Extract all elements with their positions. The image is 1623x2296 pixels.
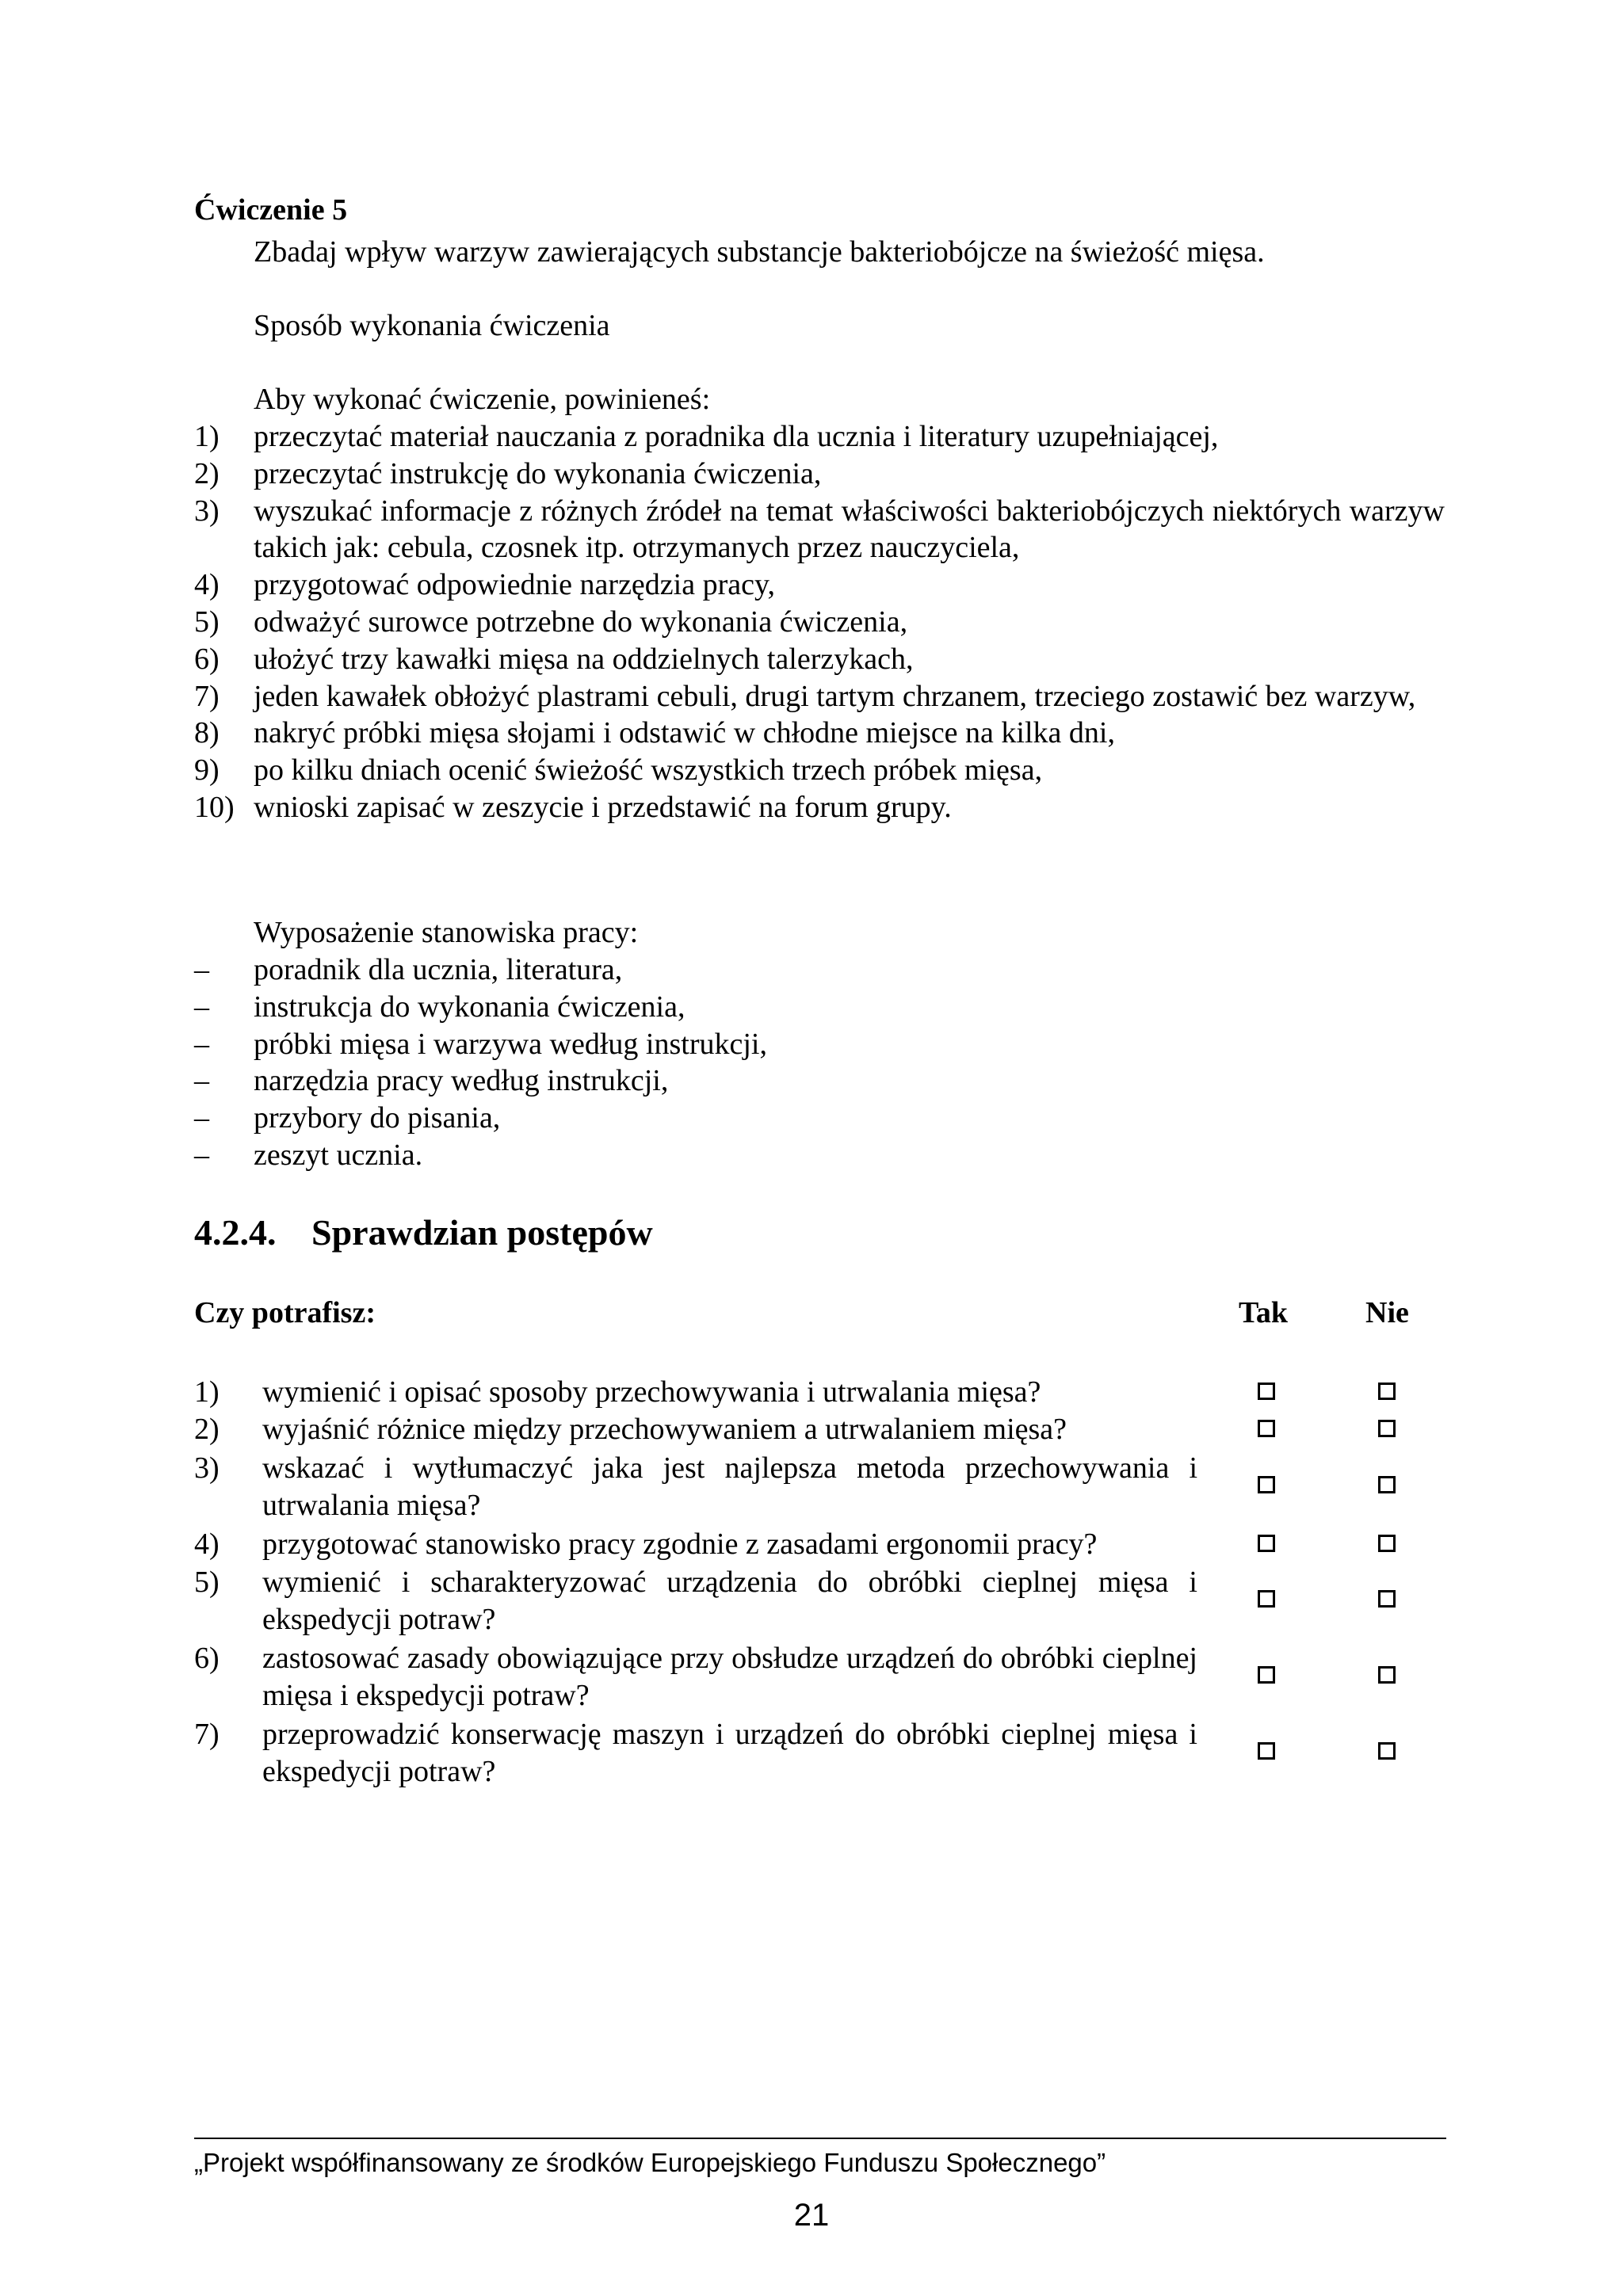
checklist [194, 1374, 1446, 1792]
footer-text: „Projekt współfinansowany ze środków Europejskiego Funduszu Społecznego” [194, 2148, 1106, 2177]
no-checkbox[interactable] [1378, 1742, 1396, 1760]
step-text: ułożyć trzy kawałki mięsa na oddzielnych talerzykach, [254, 642, 914, 676]
question-number: 4) [194, 1527, 220, 1561]
list-item [194, 1062, 1445, 1100]
method-heading: Sposób wykonania ćwiczenia [254, 309, 610, 342]
exercise-title: Ćwiczenie 5 [194, 193, 348, 227]
checklist-row [194, 1526, 1446, 1564]
list-item [194, 715, 1445, 752]
dash-bullet: – [194, 1027, 209, 1061]
list-item [194, 604, 1445, 641]
question-text: wymienić i scharakteryzować urządzenia do obróbki cieplnej mięsa i ekspedycji potraw? [262, 1566, 1197, 1636]
step-number: 8) [194, 716, 220, 750]
step-text: przeczytać materiał nauczania z poradnika dla ucznia i literatury uzupełniającej, [254, 420, 1219, 453]
step-number: 7) [194, 679, 220, 713]
yes-checkbox[interactable] [1258, 1666, 1275, 1684]
no-checkbox[interactable] [1378, 1590, 1396, 1608]
step-text: przeczytać instrukcję do wykonania ćwiczenia, [254, 456, 822, 490]
page-number: 21 [793, 2198, 830, 2233]
step-number: 5) [194, 605, 220, 639]
equipment-intro: Wyposażenie stanowiska pracy: [254, 916, 639, 949]
list-item [194, 989, 1445, 1026]
no-column-label: Nie [1365, 1296, 1409, 1329]
yes-checkbox[interactable] [1258, 1420, 1275, 1437]
step-text: wnioski zapisać w zeszycie i przedstawić na forum grupy. [254, 790, 952, 824]
equipment-list [194, 952, 1445, 1174]
checklist-row [194, 1640, 1446, 1716]
question-number: 5) [194, 1566, 220, 1599]
section-heading [194, 1211, 653, 1255]
dash-bullet: – [194, 953, 209, 986]
step-number: 2) [194, 456, 220, 490]
list-item [194, 952, 1445, 989]
checklist-row [194, 1411, 1446, 1450]
yes-checkbox[interactable] [1258, 1590, 1275, 1608]
question-text: wyjaśnić różnice między przechowywaniem a utrwalaniem mięsa? [262, 1413, 1067, 1446]
equipment-text: zeszyt ucznia. [254, 1138, 423, 1172]
yes-column-label: Tak [1239, 1296, 1288, 1329]
step-number: 4) [194, 568, 220, 602]
question-number: 2) [194, 1413, 220, 1446]
step-text: wyszukać informacje z różnych źródeł na temat właściwości bakteriobójczych niektórych warzyw takich jak: cebula, czosnek itp. otrzymanych przez nauczyciela, [254, 494, 1445, 565]
step-number: 9) [194, 753, 220, 788]
list-item [194, 456, 1445, 493]
no-checkbox[interactable] [1378, 1535, 1396, 1552]
yes-checkbox[interactable] [1258, 1383, 1275, 1400]
question-number: 3) [194, 1451, 220, 1485]
equipment-text: poradnik dla ucznia, literatura, [254, 953, 623, 986]
step-text: nakryć próbki mięsa słojami i odstawić w chłodne miejsce na kilka dni, [254, 716, 1115, 750]
dash-bullet: – [194, 1101, 209, 1135]
list-item [194, 566, 1445, 604]
no-checkbox[interactable] [1378, 1476, 1396, 1493]
question-text: przeprowadzić konserwację maszyn i urządzeń do obróbki cieplnej mięsa i ekspedycji potraw? [262, 1718, 1197, 1788]
equipment-text: przybory do pisania, [254, 1101, 501, 1135]
checklist-row [194, 1564, 1446, 1640]
list-item [194, 752, 1445, 789]
list-item [194, 1026, 1445, 1063]
dash-bullet: – [194, 990, 209, 1024]
steps-intro: Aby wykonać ćwiczenie, powinieneś: [254, 383, 711, 416]
list-item [194, 493, 1445, 567]
question-number: 6) [194, 1642, 220, 1675]
step-number: 1) [194, 420, 220, 453]
no-checkbox[interactable] [1378, 1383, 1396, 1400]
dash-bullet: – [194, 1064, 209, 1098]
step-text: odważyć surowce potrzebne do wykonania ćwiczenia, [254, 605, 908, 639]
question-number: 1) [194, 1375, 220, 1409]
question-text: wskazać i wytłumaczyć jaka jest najlepsza metoda przechowywania i utrwalania mięsa? [262, 1451, 1197, 1522]
yes-checkbox[interactable] [1258, 1476, 1275, 1493]
dash-bullet: – [194, 1138, 209, 1172]
list-item [194, 418, 1445, 456]
step-text: przygotować odpowiednie narzędzia pracy, [254, 568, 776, 602]
steps-list [194, 418, 1445, 826]
question-text: przygotować stanowisko pracy zgodnie z zasadami ergonomii pracy? [262, 1527, 1098, 1561]
no-checkbox[interactable] [1378, 1666, 1396, 1684]
equipment-text: próbki mięsa i warzywa według instrukcji, [254, 1027, 767, 1061]
step-text: po kilku dniach ocenić świeżość wszystkich trzech próbek mięsa, [254, 753, 1043, 788]
checklist-header [194, 1295, 1446, 1334]
checklist-row [194, 1716, 1446, 1792]
section-number: 4.2.4. [194, 1212, 277, 1253]
list-item [194, 1137, 1445, 1174]
question-text: zastosować zasady obowiązujące przy obsłudze urządzeń do obróbki cieplnej mięsa i ekspedycji potraw? [262, 1642, 1197, 1712]
question-header: Czy potrafisz: [194, 1296, 376, 1329]
question-number: 7) [194, 1718, 220, 1751]
step-number: 6) [194, 642, 220, 676]
step-number: 3) [194, 494, 220, 528]
yes-checkbox[interactable] [1258, 1535, 1275, 1552]
section-title: Sprawdzian postępów [311, 1212, 653, 1253]
list-item [194, 789, 1445, 826]
question-text: wymienić i opisać sposoby przechowywania i utrwalania mięsa? [262, 1375, 1041, 1409]
checklist-row [194, 1450, 1446, 1526]
step-text: jeden kawałek obłożyć plastrami cebuli, drugi tartym chrzanem, trzeciego zostawić bez warzyw, [254, 679, 1416, 713]
no-checkbox[interactable] [1378, 1420, 1396, 1437]
list-item [194, 1100, 1445, 1137]
exercise-description: Zbadaj wpływ warzyw zawierających substancje bakteriobójcze na świeżość mięsa. [254, 235, 1265, 269]
checklist-row [194, 1374, 1446, 1411]
step-number: 10) [194, 790, 235, 824]
list-item [194, 678, 1445, 715]
footer-divider [194, 2138, 1446, 2139]
equipment-text: instrukcja do wykonania ćwiczenia, [254, 990, 685, 1024]
list-item [194, 641, 1445, 678]
yes-checkbox[interactable] [1258, 1742, 1275, 1760]
equipment-text: narzędzia pracy według instrukcji, [254, 1064, 669, 1098]
